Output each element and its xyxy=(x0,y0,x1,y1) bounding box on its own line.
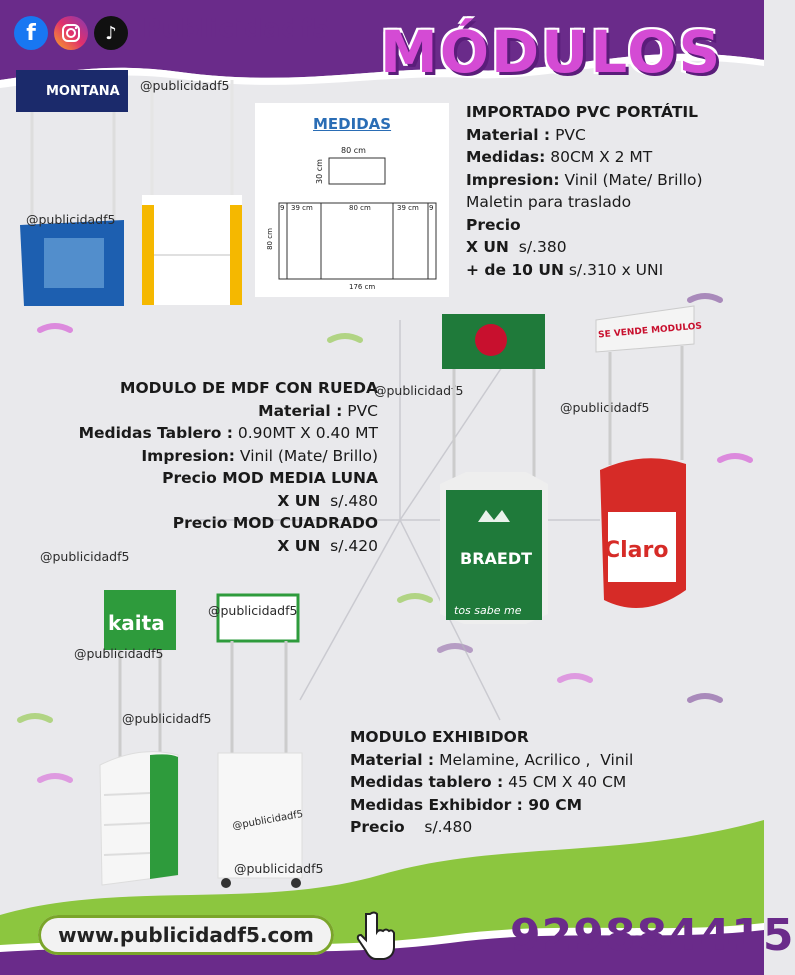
exhibidor-title: MODULO EXHIBIDOR xyxy=(350,728,529,746)
pvc-title: IMPORTADO PVC PORTÁTIL xyxy=(466,103,699,121)
segment-d-label: 39 cm xyxy=(397,204,419,212)
mdf-xun2-label: X UN xyxy=(277,536,321,555)
watermark-handle: @publicidadf5 xyxy=(374,383,464,398)
exhibidor-tablero-label: Medidas tablero : xyxy=(350,773,504,791)
page-title: MÓDULOS xyxy=(380,18,723,86)
mdf-xun2-value: s/.420 xyxy=(320,536,378,555)
se-vende-banner: SE VENDE MODULOS xyxy=(597,321,703,341)
brand-name: Publicidadf5 xyxy=(142,14,331,44)
braedt-stand-image xyxy=(436,312,551,632)
pointer-hand-icon xyxy=(356,910,396,970)
braedt-banner-label: BRAEDT xyxy=(460,549,533,568)
watermark-handle: @publicidadf5 xyxy=(122,711,212,726)
facebook-icon[interactable]: f xyxy=(14,16,48,50)
pvc-maletin: Maletin para traslado xyxy=(466,193,632,211)
pvc-impresion-label: Impresion: xyxy=(466,170,560,189)
mdf-xun1-value: s/.480 xyxy=(320,491,378,510)
pvc-medidas-value: 80CM X 2 MT xyxy=(545,148,653,166)
pvc-xun-label: X UN xyxy=(466,238,509,256)
watermark-handle: @publicidadf5 xyxy=(74,646,164,661)
mdf-impresion-value: Vinil (Mate/ Brillo) xyxy=(235,446,378,465)
claro-stand-image xyxy=(594,300,704,620)
pvc-xun-value: s/.380 xyxy=(508,238,567,256)
watermark-handle: @publicidadf5 xyxy=(231,808,304,833)
pvc-material-label: Material : xyxy=(466,125,551,144)
segment-a-label: 9 xyxy=(280,204,285,212)
watermark-handle: @publicidadf5 xyxy=(234,861,324,876)
website-link[interactable]: www.publicidadf5.com xyxy=(38,915,334,955)
pvc-precio-label: Precio xyxy=(466,215,521,234)
mdf-tablero-label: Medidas Tablero : xyxy=(78,424,233,442)
mdf-precio-cuadrado: Precio MOD CUADRADO xyxy=(172,514,378,532)
segment-b-label: 39 cm xyxy=(291,204,313,212)
mdf-title: MODULO DE MDF CON RUEDA xyxy=(120,379,378,397)
pvc-material-value: PVC xyxy=(550,125,586,144)
measures-drawing xyxy=(255,103,449,297)
watermark-handle: @publicidadf5 xyxy=(26,212,116,227)
pvc-medidas-label: Medidas: xyxy=(466,148,546,166)
mdf-info-block xyxy=(30,377,378,557)
phone-number[interactable]: 929884415 xyxy=(510,910,795,961)
mdf-material-label: Material : xyxy=(258,401,343,420)
top-width-label: 80 cm xyxy=(341,146,366,155)
exhibidor-info-block xyxy=(350,726,633,839)
braedt-tagline: tos sabe me xyxy=(454,604,522,617)
mdf-material-value: PVC xyxy=(342,401,378,420)
pvc-mas10-label: + de 10 UN xyxy=(466,260,564,279)
tiktok-icon[interactable]: ♪ xyxy=(94,16,128,50)
pvc-mas10-value: s/.310 x UNI xyxy=(563,260,664,279)
exhibidor-material-label: Material : xyxy=(350,750,435,769)
measures-title: MEDIDAS xyxy=(313,115,392,133)
montana-banner-label: MONTANA xyxy=(46,84,120,99)
watermark-handle: @publicidadf5 xyxy=(208,603,298,618)
watermark-handle: @publicidadf5 xyxy=(140,78,230,93)
pvc-info-block xyxy=(466,101,703,281)
instagram-icon[interactable] xyxy=(54,16,88,50)
exhibidor-medidas-exhibidor: Medidas Exhibidor : 90 CM xyxy=(350,795,583,814)
segment-e-label: 9 xyxy=(429,204,434,212)
exhibidor-material-value: Melamine, Acrilico , Vinil xyxy=(434,750,634,769)
mdf-tablero-value: 0.90MT X 0.40 MT xyxy=(232,424,378,442)
mdf-xun1-label: X UN xyxy=(277,491,321,510)
side-height-label: 80 cm xyxy=(265,228,274,250)
measures-diagram xyxy=(255,103,449,297)
watermark-handle: @publicidadf5 xyxy=(40,549,130,564)
exhibidor-precio-label: Precio xyxy=(350,818,405,836)
mdf-impresion-label: Impresion: xyxy=(141,446,235,465)
top-height-label: 30 cm xyxy=(314,159,324,184)
watermark-handle: @publicidadf5 xyxy=(560,400,650,415)
kaita-banner-label: kaita xyxy=(108,611,165,635)
pvc-impresion-value: Vinil (Mate/ Brillo) xyxy=(559,170,703,189)
montana-pvc-stand-image xyxy=(14,70,254,310)
social-icons xyxy=(14,16,128,50)
exhibidor-precio-value: s/.480 xyxy=(404,818,473,836)
mdf-precio-media-luna: Precio MOD MEDIA LUNA xyxy=(162,469,378,487)
claro-logo-text: Claro xyxy=(604,538,669,563)
total-width-label: 176 cm xyxy=(349,283,376,291)
segment-c-label: 80 cm xyxy=(349,204,371,212)
exhibidor-tablero-value: 45 CM X 40 CM xyxy=(503,773,627,791)
